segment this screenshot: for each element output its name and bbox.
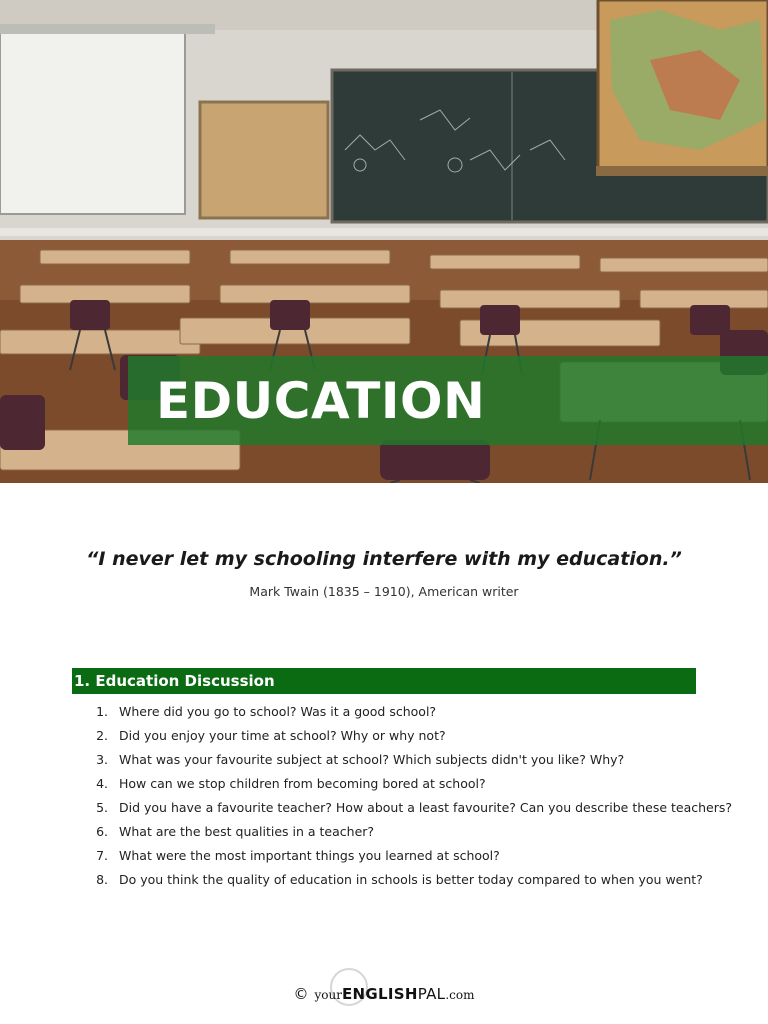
- question-number: 5.: [96, 800, 108, 815]
- brand-prefix: your: [314, 988, 342, 1002]
- section-title: 1. Education Discussion: [74, 672, 275, 690]
- brand-pal: PAL: [417, 985, 446, 1003]
- footer-brand[interactable]: [0, 982, 768, 1007]
- question-text: What were the most important things you learned at school?: [119, 848, 500, 863]
- brand-suffix: .com: [445, 988, 475, 1002]
- list-item: [0, 846, 768, 866]
- question-text: Did you have a favourite teacher? How about a least favourite? Can you describe these teachers?: [119, 800, 733, 815]
- question-number: 6.: [96, 824, 108, 839]
- question-number: 3.: [96, 752, 108, 767]
- question-text: What are the best qualities in a teacher?: [119, 824, 375, 839]
- list-item: [0, 798, 768, 818]
- copyright-icon: ©: [293, 985, 309, 1003]
- list-item: [0, 726, 768, 746]
- question-number: 8.: [96, 872, 108, 887]
- brand-main: ENGLISH: [342, 985, 418, 1003]
- list-item: [0, 702, 768, 722]
- question-text: Where did you go to school? Was it a good school?: [119, 704, 437, 719]
- list-item: [0, 870, 768, 890]
- quote-text: “I never let my schooling interfere with my education.”: [86, 548, 682, 570]
- page-title: EDUCATION: [156, 372, 486, 430]
- question-number: 4.: [96, 776, 108, 791]
- list-item: [0, 774, 768, 794]
- question-number: 7.: [96, 848, 108, 863]
- quote-attribution: Mark Twain (1835 – 1910), American writer: [249, 584, 519, 599]
- question-text: What was your favourite subject at school? Which subjects didn't you like? Why?: [119, 752, 625, 767]
- question-number: 2.: [96, 728, 108, 743]
- list-item: [0, 750, 768, 770]
- question-number: 1.: [96, 704, 108, 719]
- question-text: Did you enjoy your time at school? Why or why not?: [119, 728, 446, 743]
- question-text: Do you think the quality of education in schools is better today compared to when you went?: [119, 872, 703, 887]
- question-text: How can we stop children from becoming bored at school?: [119, 776, 486, 791]
- list-item: [0, 822, 768, 842]
